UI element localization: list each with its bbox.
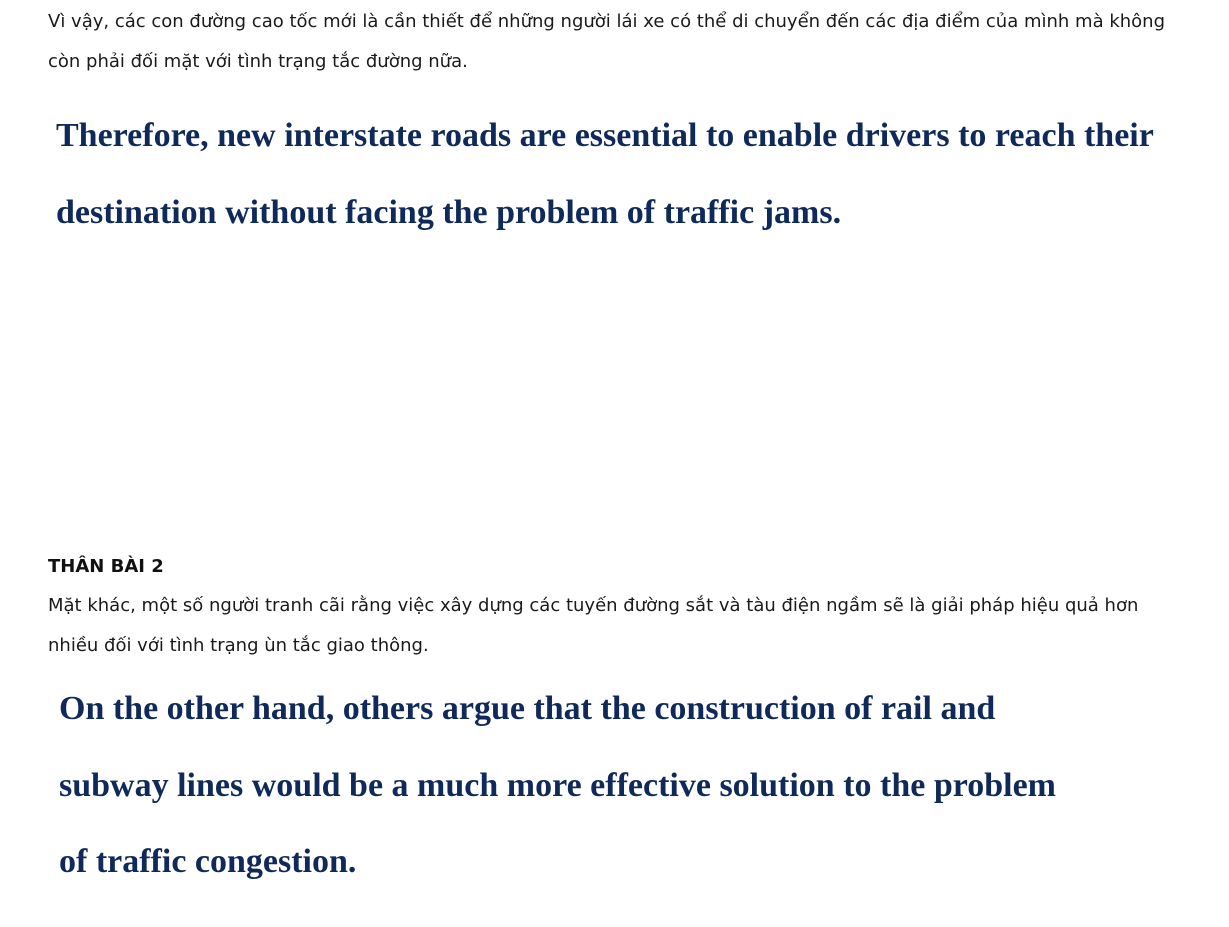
english-translation-1: Therefore, new interstate roads are essential to enable drivers to reach their destination without facing the problem of traffic jams. xyxy=(56,117,1154,231)
english-translation-2: On the other hand, others argue that the construction of rail and subway lines would be a much more effective solution to the problem of traffic congestion. xyxy=(59,690,1057,880)
vietnamese-paragraph-2: Mặt khác, một số người tranh cãi rằng việc xây dựng các tuyến đường sắt và tàu điện ngầm sẽ là giải pháp hiệu quả hơn nhiều đối với tình trạng ùn tắc giao thông. xyxy=(48,595,1139,656)
vietnamese-paragraph-1: Vì vậy, các con đường cao tốc mới là cần thiết để những người lái xe có thể di chuyển đến các địa điểm của mình mà không còn phải đối mặt với tình trạng tắc đường nữa. xyxy=(48,11,1165,72)
section-heading-than-bai-2: THÂN BÀI 2 xyxy=(48,556,164,577)
